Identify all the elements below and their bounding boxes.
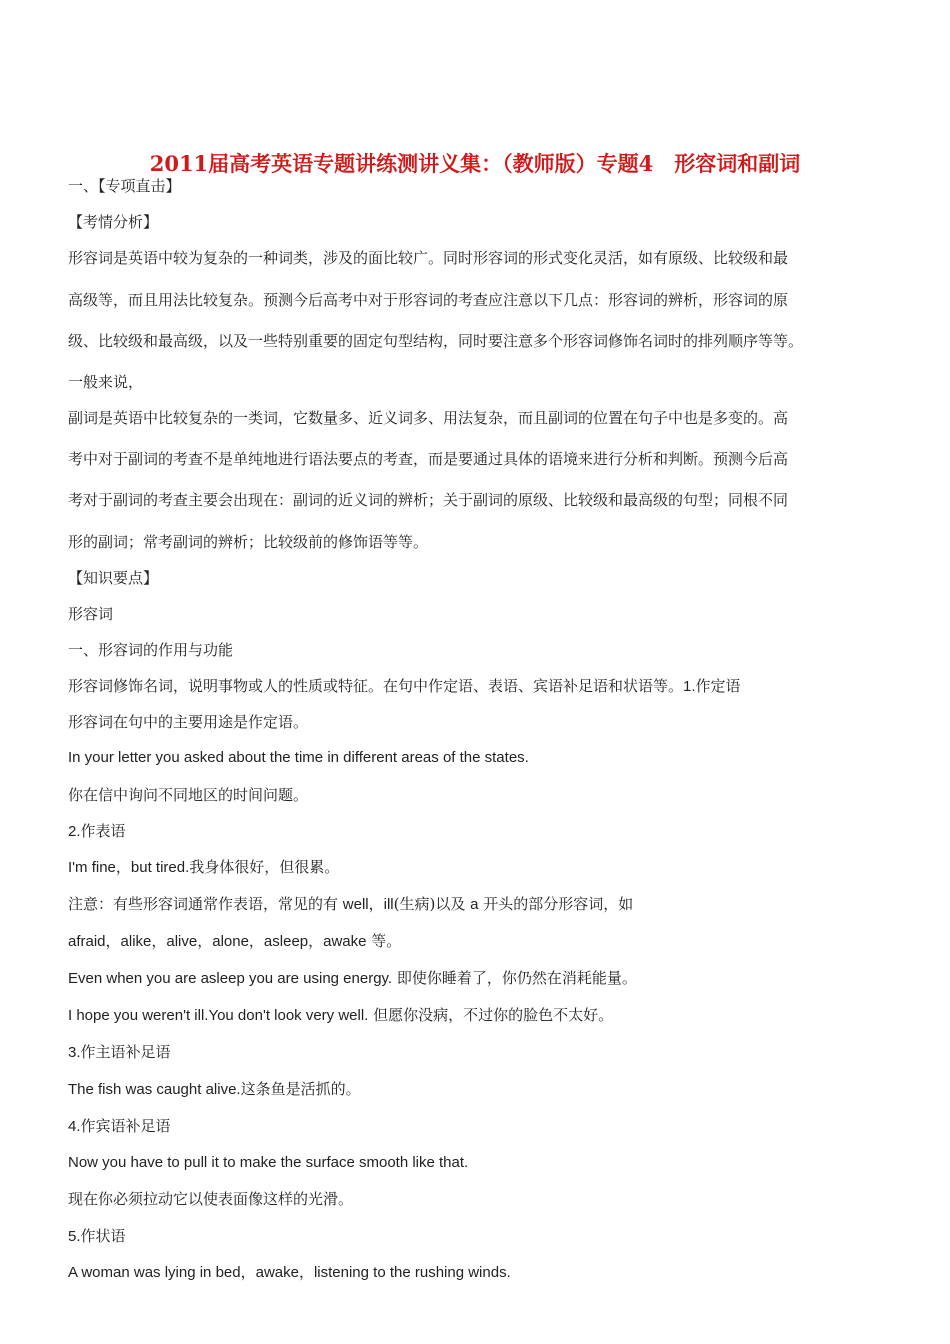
example-3-english: Even when you are asleep you are using energy. — [68, 970, 393, 987]
note-tail: 开头的部分形容词，如 — [478, 895, 634, 913]
object-complement-text: 作宾语补足语 — [80, 1117, 171, 1135]
note-well: well — [342, 896, 369, 913]
adverbial-heading-text: 作状语 — [80, 1227, 126, 1245]
section-heading: 一、【专项直击】 — [68, 177, 181, 195]
adj-analysis-line-3: 级、比较级和最高级，以及一些特别重要的固定句型结构，同时要注意多个形容词修饰名词时的排列顺序等等。 — [68, 332, 804, 350]
function-intro-text: 形容词修饰名词，说明事物或人的性质或特征。在句中作定语、表语、宾语补足语和状语等。 — [68, 677, 684, 695]
predicative-note — [68, 894, 633, 915]
note-text: 注意：有些形容词通常作表语，常见的有 — [68, 895, 343, 913]
adverbial-heading — [68, 1226, 126, 1247]
adj-analysis-line-2: 高级等，而且用法比较复杂。预测今后高考中对于形容词的考查应注意以下几点：形容词的辨析，形容词的原 — [68, 291, 789, 309]
example-7-english: A woman was lying in bed，awake，listening to the rushing winds. — [68, 1264, 511, 1281]
example-6-english: Now you have to pull it to make the surface smooth like that. — [68, 1154, 469, 1171]
note-words: afraid，alike，alive，alone，asleep，awake — [68, 933, 367, 950]
note-sick: (生病)以及 — [393, 895, 471, 913]
adverbial-number: 5. — [68, 1228, 81, 1245]
object-complement-heading — [68, 1116, 171, 1137]
general-note: 一般来说， — [68, 373, 144, 391]
knowledge-heading: 【知识要点】 — [68, 569, 159, 587]
document-title: 2011届高考英语专题讲练测讲义集：（教师版）专题4 形容词和副词 — [149, 151, 801, 176]
example-5-chinese: 这条鱼是活抓的。 — [240, 1080, 361, 1098]
adv-analysis-line-2: 考中对于副词的考查不是单纯地进行语法要点的考查，而是要通过具体的语境来进行分析和判断。预测今后高 — [68, 450, 789, 468]
example-5-english: The fish was caught alive. — [68, 1081, 241, 1098]
example-6-chinese: 现在你必须拉动它以使表面像这样的光滑。 — [68, 1190, 354, 1208]
example-2-english: I'm fine，but tired. — [68, 859, 190, 876]
attributive-note: 形容词在句中的主要用途是作定语。 — [68, 713, 309, 731]
function-intro — [68, 676, 741, 697]
example-2 — [68, 857, 339, 878]
predicative-heading-text: 作表语 — [80, 822, 126, 840]
predicative-heading — [68, 821, 126, 842]
example-4-chinese: 但愿你没病，不过你的脸色不太好。 — [368, 1006, 614, 1024]
object-complement-number: 4. — [68, 1118, 81, 1135]
function-heading: 一、形容词的作用与功能 — [68, 641, 234, 659]
example-4 — [68, 1005, 613, 1026]
note-word-list — [68, 931, 401, 952]
example-1-english: In your letter you asked about the time in different areas of the states. — [68, 749, 529, 766]
example-2-chinese: 我身体很好，但很累。 — [189, 858, 340, 876]
example-1-chinese: 你在信中询问不同地区的时间问题。 — [68, 786, 309, 804]
adj-analysis-line-1: 形容词是英语中较为复杂的一种词类，涉及的面比较广。同时形容词的形式变化灵活，如有原级、比较级和最 — [68, 249, 789, 267]
function-intro-tail: 作定语 — [695, 677, 741, 695]
analysis-heading: 【考情分析】 — [68, 213, 159, 231]
adv-analysis-line-4: 形的副词；常考副词的辨析；比较级前的修饰语等等。 — [68, 533, 429, 551]
note-ill: ill — [383, 896, 394, 913]
predicative-number: 2. — [68, 823, 81, 840]
example-4-english: I hope you weren't ill.You don't look very well. — [68, 1007, 369, 1024]
example-3 — [68, 968, 637, 989]
adjective-heading: 形容词 — [68, 605, 114, 623]
subject-complement-text: 作主语补足语 — [80, 1043, 171, 1061]
function-intro-number: 1. — [683, 678, 696, 695]
subject-complement-number: 3. — [68, 1044, 81, 1061]
adv-analysis-line-3: 考对于副词的考查主要会出现在：副词的近义词的辨析；关于副词的原级、比较级和最高级的句型；同根不同 — [68, 491, 789, 509]
note-words-tail: 等。 — [366, 932, 402, 950]
note-a-letter: a — [470, 896, 479, 913]
adv-analysis-line-1: 副词是英语中比较复杂的一类词，它数量多、近义词多、用法复杂，而且副词的位置在句子中也是多变的。高 — [68, 409, 789, 427]
example-5 — [68, 1079, 361, 1100]
subject-complement-heading — [68, 1042, 171, 1063]
example-3-chinese: 即使你睡着了，你仍然在消耗能量。 — [392, 969, 637, 987]
note-comma: ， — [368, 895, 384, 913]
